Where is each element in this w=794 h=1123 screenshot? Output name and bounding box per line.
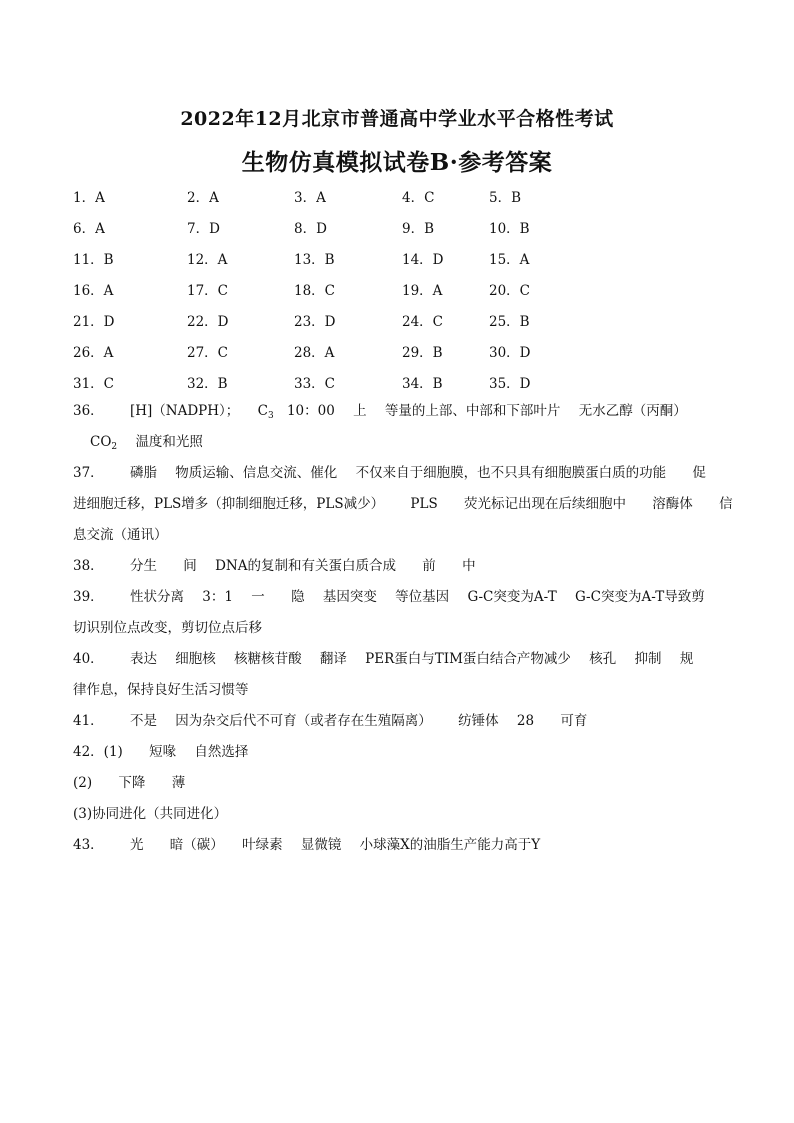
- choice-answer: 17．C: [187, 283, 229, 299]
- q42-part1: [73, 737, 721, 768]
- choice-answer: 30．D: [489, 345, 531, 361]
- answer-key-title: 生物仿真模拟试卷B·参考答案: [241, 149, 553, 176]
- q37-line2: [73, 489, 733, 520]
- answer-text: $CO_2$: [90, 434, 118, 452]
- answer-text: 无水乙醇（丙酮）: [578, 403, 687, 419]
- answer-text: 物质运输、信息交流、催化: [175, 465, 338, 481]
- answer-text: 荧光标记出现在后续细胞中: [463, 496, 626, 512]
- answer-text: 显微镜: [300, 837, 342, 853]
- question-number: 39．: [73, 589, 104, 605]
- choice-answer: 1．A: [73, 190, 105, 206]
- answer-text: 等位基因: [395, 589, 450, 605]
- answer-text: 翻译: [319, 651, 347, 667]
- answer-text: PLS: [410, 496, 438, 512]
- q40-line2: [73, 675, 721, 706]
- answer-text: 规: [679, 651, 694, 667]
- q41-line: [73, 706, 721, 737]
- choice-row: [0, 248, 794, 268]
- choice-answer: 5．B: [489, 190, 522, 206]
- choice-row: [0, 279, 794, 299]
- answer-text: $C_3$: [257, 403, 274, 421]
- choice-answer: 16．A: [73, 283, 114, 299]
- choice-row: [0, 186, 794, 206]
- answer-text: 3：1: [202, 589, 233, 605]
- answer-text: 核孔: [589, 651, 617, 667]
- question-number: 40．: [73, 651, 104, 667]
- answer-text: (3)协同进化（共同进化）: [73, 806, 228, 822]
- question-number: 43．: [73, 837, 104, 853]
- choice-row: [0, 341, 794, 361]
- answer-text: 切识别位点改变，剪切位点后移: [73, 620, 262, 636]
- q39-line2: [73, 613, 721, 644]
- answer-text: 律作息，保持良好生活习惯等: [73, 682, 249, 698]
- choice-answer: 13．B: [294, 252, 335, 268]
- q43-line: [73, 830, 721, 861]
- choice-answer: 11．B: [73, 252, 114, 268]
- choice-answer: 14．D: [402, 252, 444, 268]
- answer-text: 隐: [291, 589, 305, 605]
- choice-answer: 34．B: [402, 376, 443, 392]
- choice-row: [0, 217, 794, 237]
- choice-answer: 6．A: [73, 221, 105, 237]
- answer-text: 可育: [560, 713, 588, 729]
- answer-text: 息交流（通讯）: [73, 527, 168, 543]
- question-number: 42．(1): [73, 744, 123, 760]
- question-number: 38．: [73, 558, 104, 574]
- choice-answer: 35．D: [489, 376, 531, 392]
- answer-text: 磷脂: [129, 465, 157, 481]
- answer-text: 等量的上部、中部和下部叶片: [384, 403, 561, 419]
- answer-text: 薄: [171, 775, 186, 791]
- q42-part3: [73, 799, 721, 830]
- choice-answer: 29．B: [402, 345, 443, 361]
- q42-part2: [73, 768, 721, 799]
- answer-text: 不仅来自于细胞膜，也不只具有细胞膜蛋白质的功能: [355, 465, 667, 481]
- choice-answer: 24．C: [402, 314, 444, 330]
- answer-text: 核糖核苷酸: [234, 651, 302, 667]
- choice-answer: 12．A: [187, 252, 228, 268]
- q37-line3: [73, 520, 721, 551]
- answer-text: 暗（碳）: [169, 837, 224, 853]
- answer-text: 间: [183, 558, 197, 574]
- answer-text: 信: [719, 496, 733, 512]
- answer-text: 抑制: [634, 651, 662, 667]
- choice-answer: 26．A: [73, 345, 114, 361]
- answer-text: 短喙: [149, 744, 177, 760]
- answer-text: G-C突变为A-T导致剪: [575, 589, 705, 605]
- choice-answer: 31．C: [73, 376, 115, 392]
- answer-text: 促: [692, 465, 706, 481]
- question-number: 41．: [73, 713, 104, 729]
- question-number: 36．: [73, 403, 104, 419]
- choice-answer: 28．A: [294, 345, 335, 361]
- answer-text: 表达: [129, 651, 157, 667]
- answer-text: 小球藻X的油脂生产能力高于Y: [359, 837, 541, 853]
- answer-text: DNA的复制和有关蛋白质合成: [215, 558, 396, 574]
- choice-answer: 21．D: [73, 314, 115, 330]
- answer-text: 性状分离: [129, 589, 184, 605]
- answer-text: 28: [516, 713, 535, 729]
- answer-text: 因为杂交后代不可育（或者存在生殖隔离）: [175, 713, 432, 729]
- choice-answer: 22．D: [187, 314, 229, 330]
- choice-answer: 8．D: [294, 221, 327, 237]
- choice-answer: 33．C: [294, 376, 336, 392]
- q40-line1: [73, 644, 721, 675]
- exam-title: 2022年12月北京市普通高中学业水平合格性考试: [180, 108, 614, 130]
- answer-text: 中: [462, 558, 476, 574]
- choice-answer: 19．A: [402, 283, 443, 299]
- q38-line: [73, 551, 721, 582]
- question-number: 37．: [73, 465, 104, 481]
- choice-answer: 27．C: [187, 345, 229, 361]
- answer-text: 上: [353, 403, 367, 419]
- answer-text: 下降: [118, 775, 146, 791]
- choice-answer: 10．B: [489, 221, 530, 237]
- choice-answer: 25．B: [489, 314, 530, 330]
- answer-text: 叶绿素: [242, 837, 283, 853]
- choice-answer: 7．D: [187, 221, 220, 237]
- choice-answer: 18．C: [294, 283, 336, 299]
- choice-answer: 2．A: [187, 190, 219, 206]
- answer-text: 一: [251, 589, 265, 605]
- choice-answer: 4．C: [402, 190, 435, 206]
- answer-text: 分生: [129, 558, 157, 574]
- choice-answer: 32．B: [187, 376, 228, 392]
- answer-text: G-C突变为A-T: [467, 589, 557, 605]
- choice-answer: 20．C: [489, 283, 531, 299]
- answer-text: 不是: [129, 713, 157, 729]
- choice-row: [0, 310, 794, 330]
- answer-text: 进细胞迁移，PLS增多（抑制细胞迁移，PLS减少）: [73, 496, 385, 512]
- answer-text: 前: [422, 558, 436, 574]
- answer-text: PER蛋白与TIM蛋白结合产物减少: [365, 651, 571, 667]
- choice-answer: 23．D: [294, 314, 336, 330]
- answer-text: 光: [129, 837, 144, 853]
- answer-text: 溶酶体: [652, 496, 693, 512]
- choice-answer: 9．B: [402, 221, 435, 237]
- q37-line1: [73, 458, 721, 489]
- q39-line1: [73, 582, 721, 613]
- sub-question-number: (2): [73, 775, 93, 791]
- choice-answer: 15．A: [489, 252, 530, 268]
- choice-answer: 3．A: [294, 190, 326, 206]
- answer-text: 温度和光照: [135, 434, 203, 450]
- answer-text: [H]（NADPH）；: [129, 403, 240, 419]
- answer-text: 10：00: [286, 403, 335, 419]
- answer-text: 基因突变: [322, 589, 377, 605]
- choice-row: [0, 372, 794, 392]
- answer-text: 细胞核: [175, 651, 216, 667]
- answer-text: 纺锤体: [458, 713, 499, 729]
- answer-text: 自然选择: [194, 744, 249, 760]
